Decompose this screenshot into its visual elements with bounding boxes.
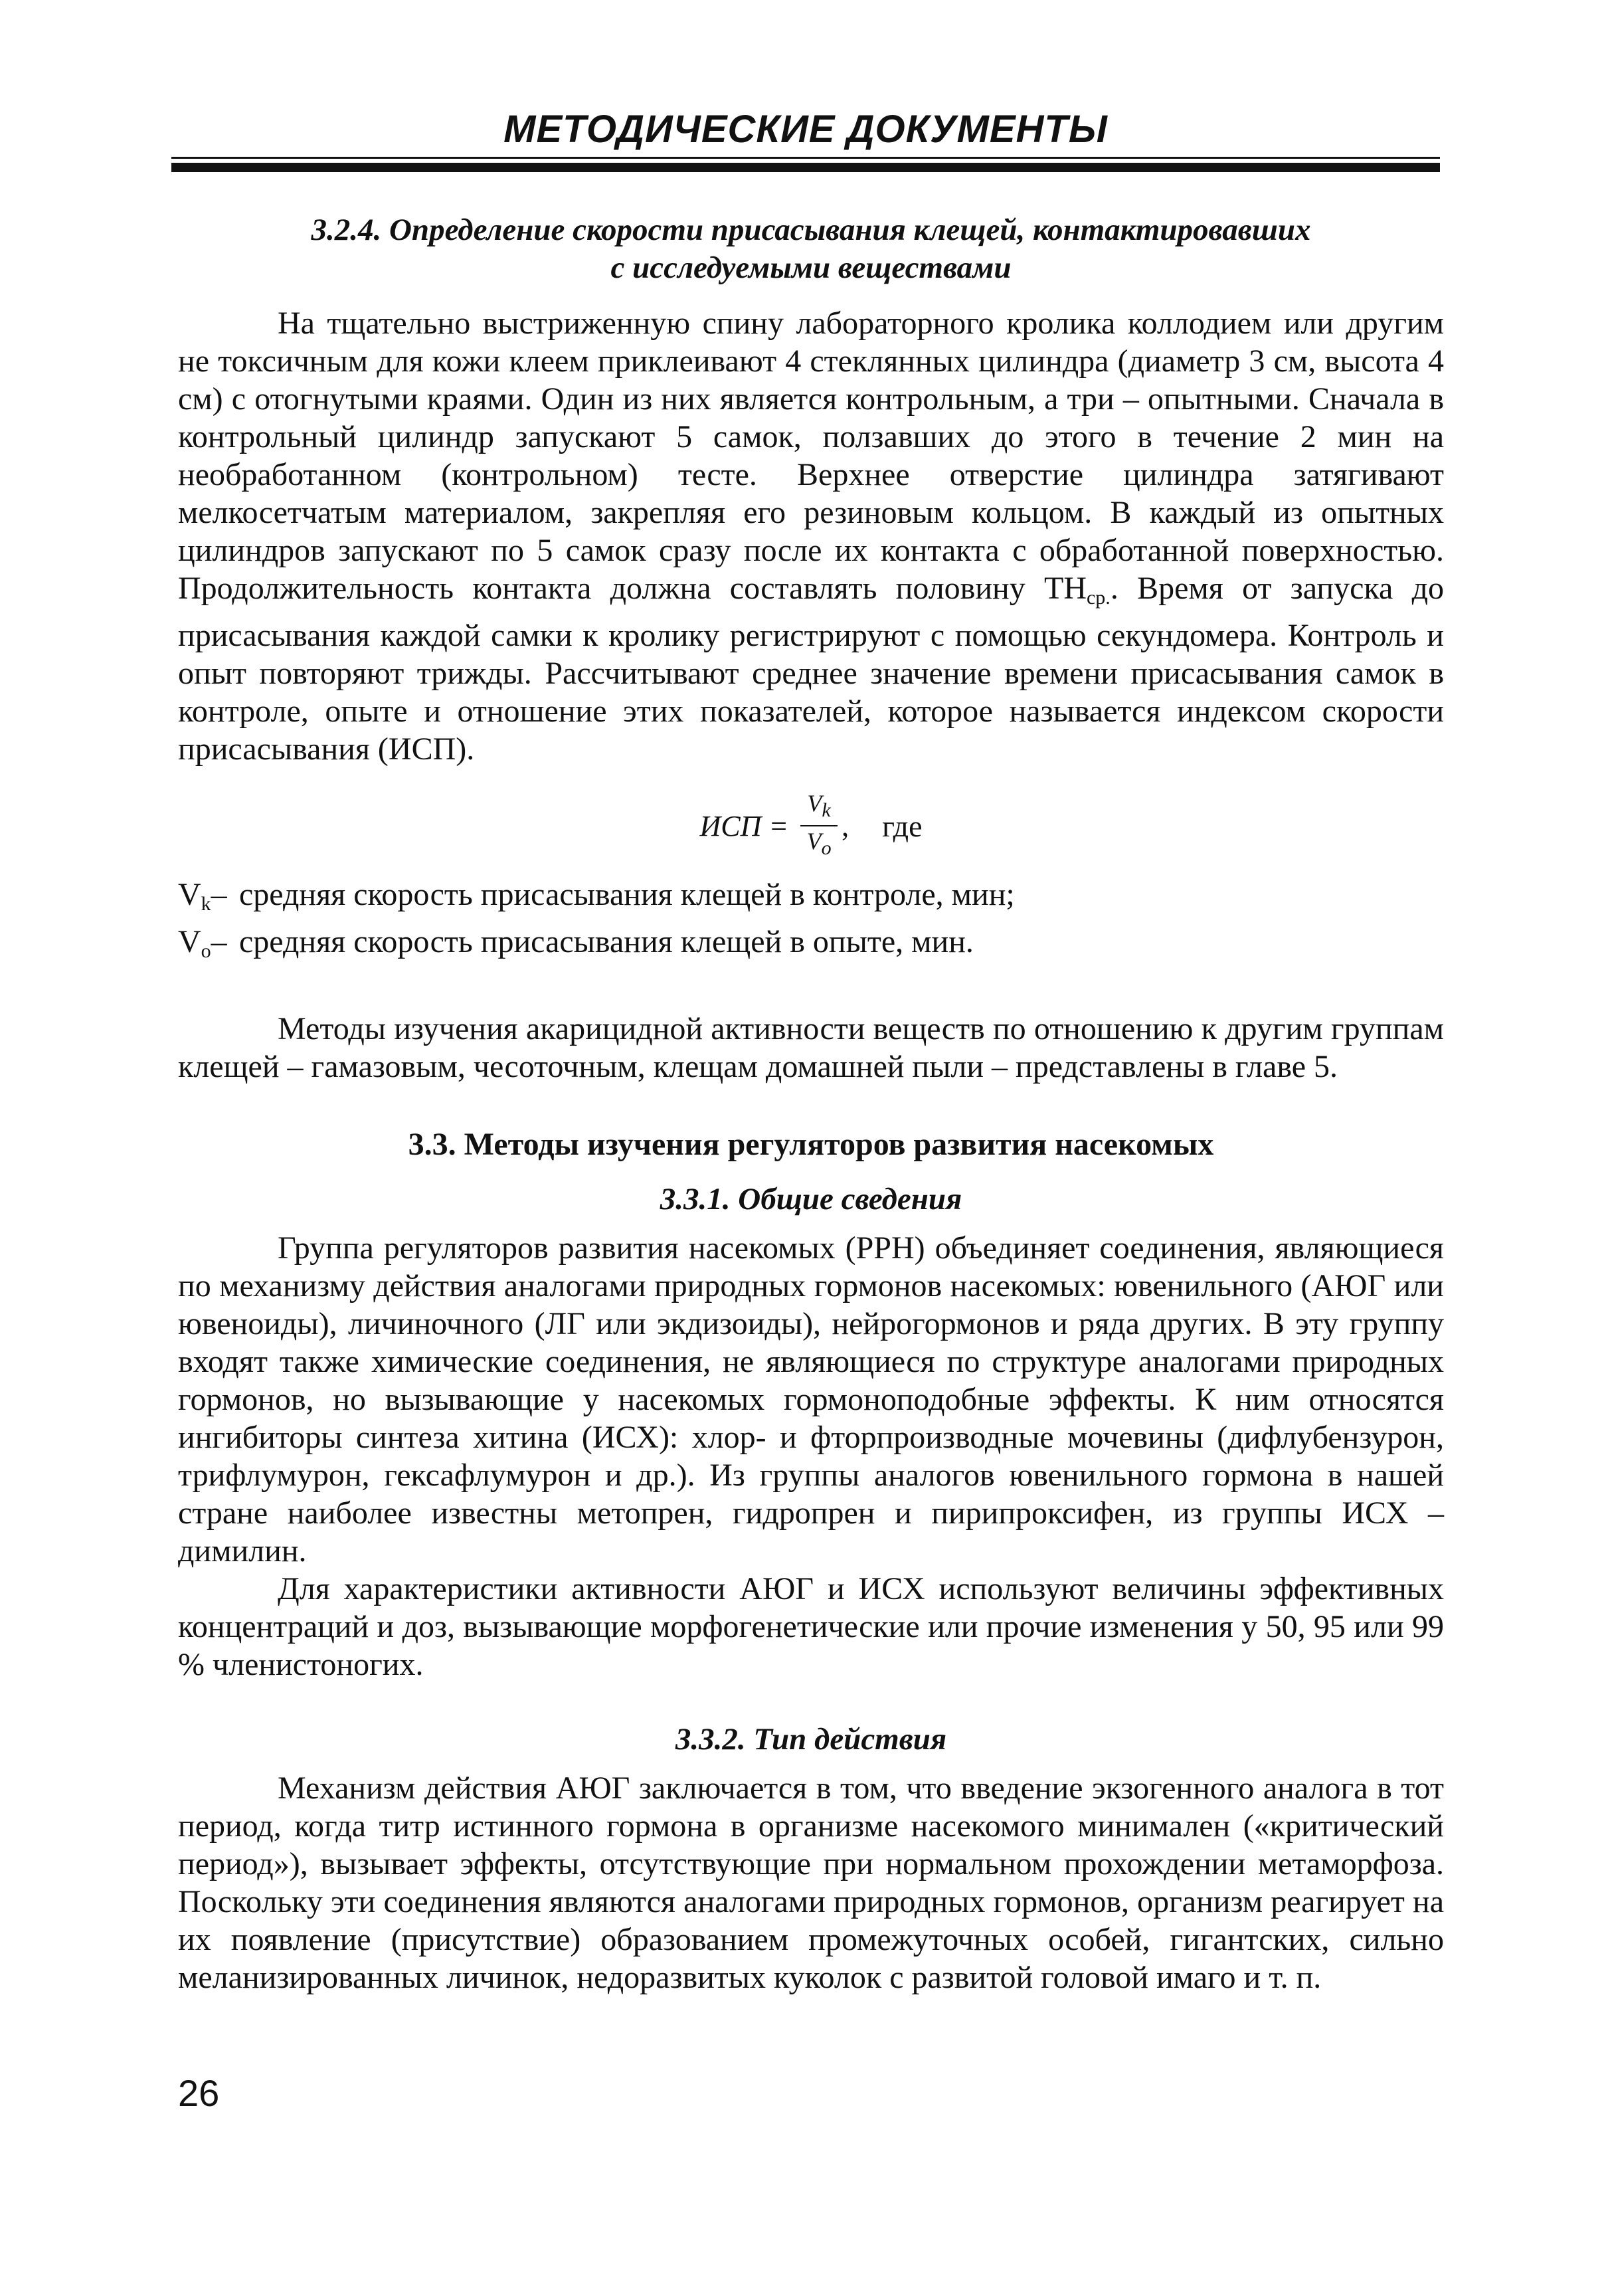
definition-symbol-sub: o: [201, 940, 211, 962]
definition-symbol: [178, 923, 239, 970]
paragraph-procedure: [178, 304, 1444, 768]
page-number: 26: [178, 2072, 220, 2114]
section-heading-line-1: 3.2.4. Определение скорости присасывания клещей, контактировавших: [311, 213, 1311, 247]
definition-symbol-letter: V: [178, 877, 201, 912]
formula-where: где: [882, 809, 923, 843]
formula-numerator: [803, 789, 834, 825]
definitions-list: [178, 876, 1444, 970]
header-rule-thick: [171, 163, 1440, 172]
definition-symbol-letter: V: [178, 924, 201, 959]
formula-denominator-symbol: V: [806, 828, 822, 854]
formula-numerator-sub: k: [822, 799, 831, 821]
definition-symbol-sub: k: [201, 893, 211, 915]
paragraph-procedure-part-1: На тщательно выстриженную спину лабораторного кролика коллодием или другим не токсичным для кожи клеем приклеивают 4 стеклянных цилиндра (диаметр 3 см, высота 4 см) с отогнутыми краями. Один из них является контрольным, а три – опытными. Сначала в контрольный цилиндр запускают 5 самок, ползавших до этого в течение 2 мин на необработанном (контрольном) тесте. Верхнее отверстие цилиндра затягивают мелкосетчатым материалом, закрепляя его резиновым кольцом. В каждый из опытных цилиндров запускают по 5 самок сразу после их контакта с обработанной поверхностью. Продолжительность контакта должна составлять половину ТН: [178, 306, 1444, 606]
running-header: [171, 106, 1440, 172]
formula-comma: ,: [842, 809, 849, 842]
definition-vk: [178, 876, 1444, 923]
formula-fraction: [800, 789, 838, 863]
formula-lhs: ИСП =: [699, 809, 789, 842]
header-title: МЕТОДИЧЕСКИЕ ДОКУМЕНТЫ: [503, 108, 1108, 151]
formula-numerator-symbol: V: [807, 790, 822, 816]
definition-dash: –: [211, 877, 227, 912]
paragraph-activity-characteristics: Для характеристики активности АЮГ и ИСХ используют величины эффективных концентраций и доз, вызывающие морфогенетические или прочие изменения у 50, 95 или 99 % членистоногих.: [178, 1571, 1444, 1682]
definition-text: средняя скорость присасывания клещей в контроле, мин;: [239, 877, 1015, 912]
definition-dash: –: [211, 924, 227, 959]
definition-vo: [178, 923, 1444, 970]
formula-denominator: [803, 826, 836, 863]
formula-denominator-sub: o: [821, 837, 832, 859]
definition-symbol: [178, 876, 239, 923]
page-content: [178, 211, 1444, 1996]
section-heading-3-3-2: 3.3.2. Тип действия: [675, 1722, 947, 1757]
header-rule-thin: [171, 157, 1440, 159]
paragraph-procedure-part-2: . Время от запуска до присасывания каждой самки к кролику регистрируют с помощью секундомера. Контроль и опыт повторяют трижды. Рассчитывают среднее значение времени присасывания самок в контроле, опыте и отношение этих показателей, которое называется индексом скорости присасывания (ИСП).: [178, 571, 1444, 767]
paragraph-general-info: Группа регуляторов развития насекомых (РРН) объединяет соединения, являющиеся по механизму действия аналогами природных гормонов насекомых: ювенильного (АЮГ или ювеноиды), личиночного (ЛГ или экдизоиды), нейрогормонов и ряда других. В эту группу входят также химические соединения, не являющиеся по структуре аналогами природных гормонов, но вызывающие у насекомых гормоноподобные эффекты. К ним относятся ингибиторы синтеза хитина (ИСХ): хлор- и фторпроизводные мочевины (дифлубензурон, трифлумурон, гексафлумурон и др.). Из группы аналогов ювенильного гормона в нашей стране наиболее известны метопрен, гидропрен и пирипроксифен, из группы ИСХ – димилин.: [178, 1230, 1444, 1569]
subscript-sr: ср.: [1086, 587, 1111, 609]
paragraph-other-methods: Методы изучения акарицидной активности веществ по отношению к другим группам клещей – гамазовым, чесоточным, клещам домашней пыли – представлены в главе 5.: [178, 1011, 1444, 1084]
section-heading-line-2: с исследуемыми веществами: [610, 250, 1012, 285]
section-heading-3-2-4: [178, 211, 1444, 287]
paragraph-mechanism: Механизм действия АЮГ заключается в том, что введение экзогенного аналога в тот период, когда титр истинного гормона в организме насекомого минимален («критический период»), вызывает эффекты, отсутствующие при нормальном прохождении метаморфоза. Поскольку эти соединения являются аналогами природных гормонов, организм реагирует на их появление (присутствие) образованием промежуточных особей, гигантских, сильно меланизированных личинок, недоразвитых куколок с развитой головой имаго и т. п.: [178, 1770, 1444, 1995]
section-heading-3-3: 3.3. Методы изучения регуляторов развития насекомых: [408, 1127, 1214, 1162]
section-heading-3-3-1: 3.3.1. Общие сведения: [660, 1182, 962, 1216]
formula-isp: [178, 783, 1444, 869]
definition-text: средняя скорость присасывания клещей в опыте, мин.: [239, 924, 974, 959]
